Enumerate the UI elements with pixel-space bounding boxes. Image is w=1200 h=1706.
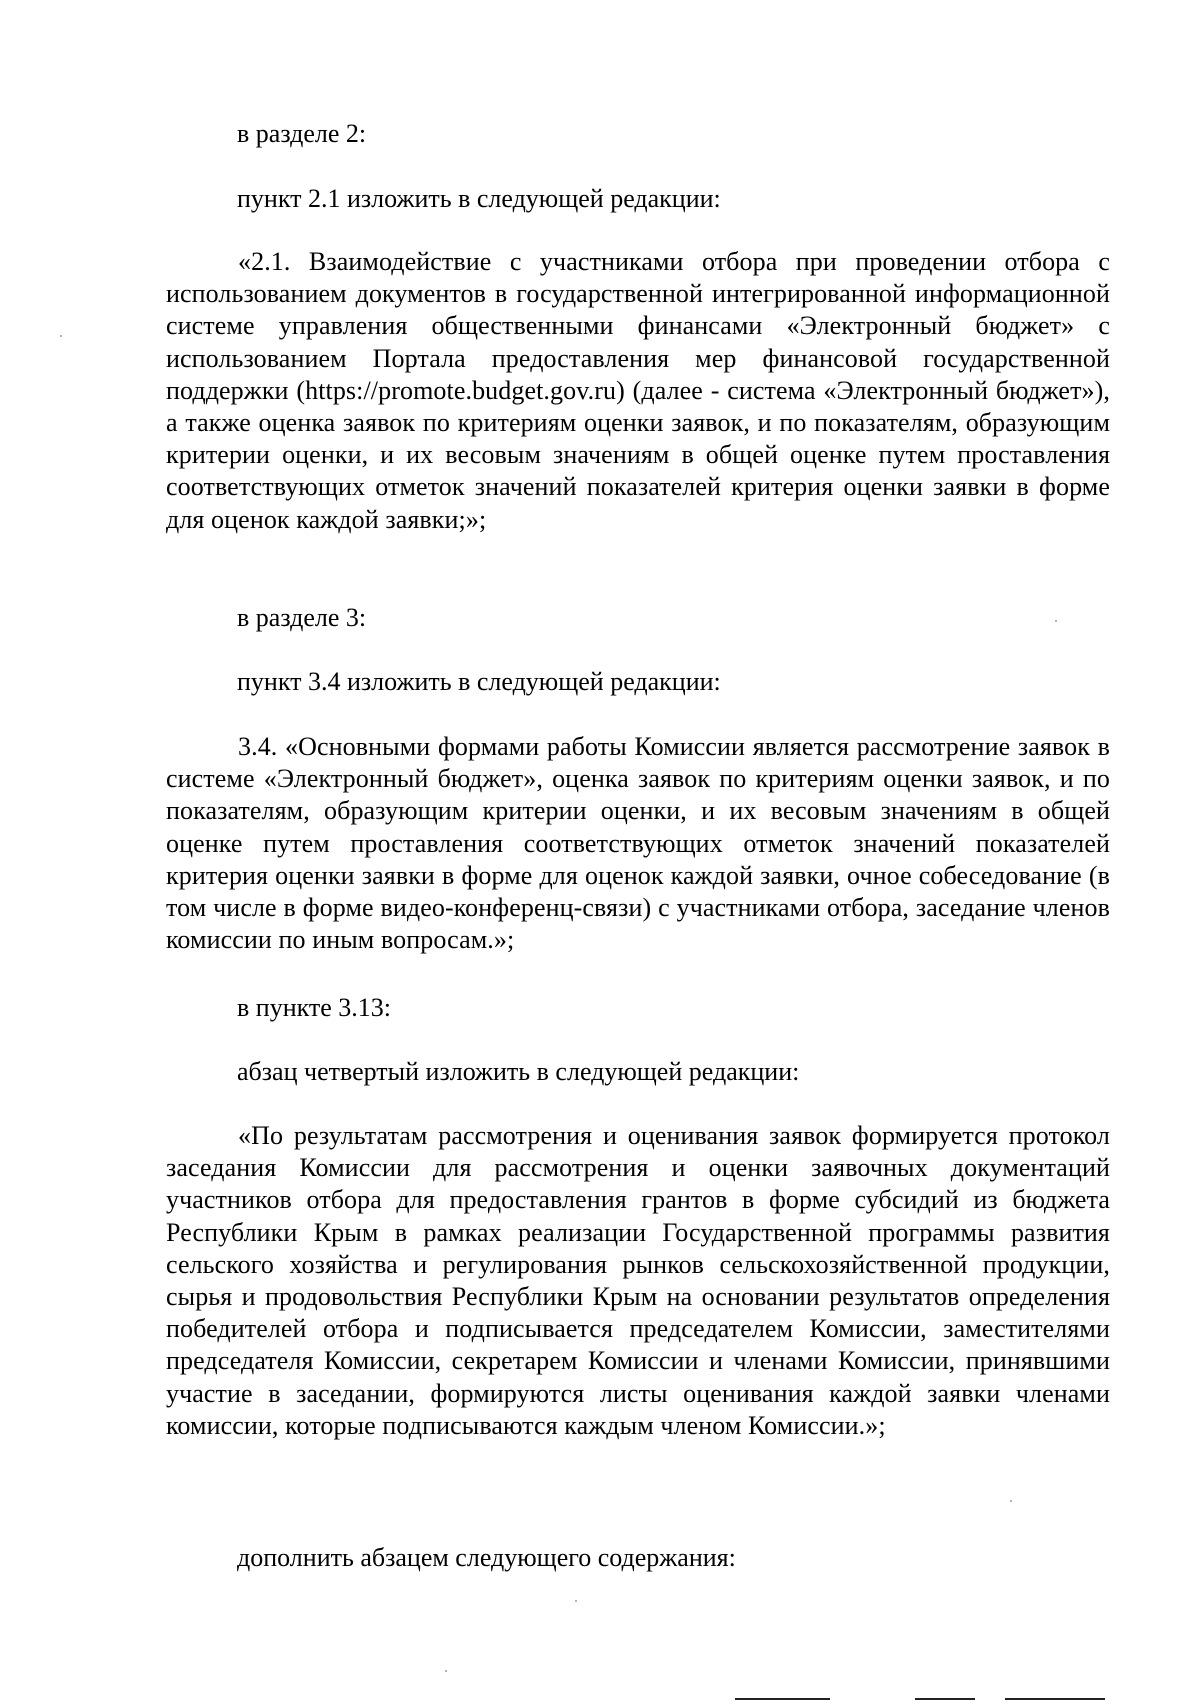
point-2-1-text: «2.1. Взаимодействие с участниками отбора при проведении отбора с использованием документов в государственной интегрированной информационной системе управления общественными финансами «Электронный бюджет» с использованием Портала предоставления мер финансовой государственной поддержки (https://promote.budget.gov.ru) (далее - система «Электронный бюджет»), а также оценка заявок по критериям оценки заявок, и по показателям, образующим критерии оценки, и их весовым значениям в общей оценке путем проставления соответствующих отметок значений показателей критерия оценки заявки в форме для оценок каждой заявки;»;	[166, 247, 1110, 534]
scan-speck	[1010, 1500, 1012, 1502]
point-3-13-heading: в пункте 3.13:	[237, 993, 392, 1022]
scan-speck	[1055, 620, 1057, 622]
scan-line-mark	[1005, 1698, 1105, 1700]
section-3-heading: в разделе 3:	[237, 603, 367, 632]
point-2-1-instruction: пункт 2.1 изложить в следующей редакции:	[237, 184, 721, 213]
scan-speck	[60, 335, 62, 337]
scan-speck	[445, 1670, 447, 1672]
point-3-4-text: 3.4. «Основными формами работы Комиссии является рассмотрение заявок в системе «Электронный бюджет», оценка заявок по критериям оценки заявок, и по показателям, образующим критерии оценки, и их весовым значениям в общей оценке путем проставления соответствующих отметок значений показателей критерия оценки заявки в форме для оценок каждой заявки, очное собеседование (в том числе в форме видео-конференц-связи) с участниками отбора, заседание членов комиссии по иным вопросам.»;	[166, 732, 1110, 955]
point-3-4-instruction: пункт 3.4 изложить в следующей редакции:	[237, 667, 721, 696]
paragraph-4-text: «По результатам рассмотрения и оценивания заявок формируется протокол заседания Комиссии для рассмотрения и оценки заявочных документаций участников отбора для предоставления грантов в форме субсидий из бюджета Республики Крым в рамках реализации Государственной программы развития сельского хозяйства и регулирования рынков сельскохозяйственной продукции, сырья и продовольствия Республики Крым на основании результатов определения победителей отбора и подписывается председателем Комиссии, заместителями председателя Комиссии, секретарем Комиссии и членами Комиссии, принявшими участие в заседании, формируются листы оценивания каждой заявки членами комиссии, которые подписываются каждым членом Комиссии.»;	[166, 1121, 1110, 1440]
scan-speck	[575, 1600, 577, 1602]
section-2-heading: в разделе 2:	[237, 119, 367, 148]
paragraph-4-instruction: абзац четвертый изложить в следующей редакции:	[237, 1057, 800, 1086]
scan-line-mark	[915, 1698, 975, 1700]
supplement-instruction: дополнить абзацем следующего содержания:	[237, 1543, 736, 1572]
scan-line-mark	[735, 1698, 830, 1700]
